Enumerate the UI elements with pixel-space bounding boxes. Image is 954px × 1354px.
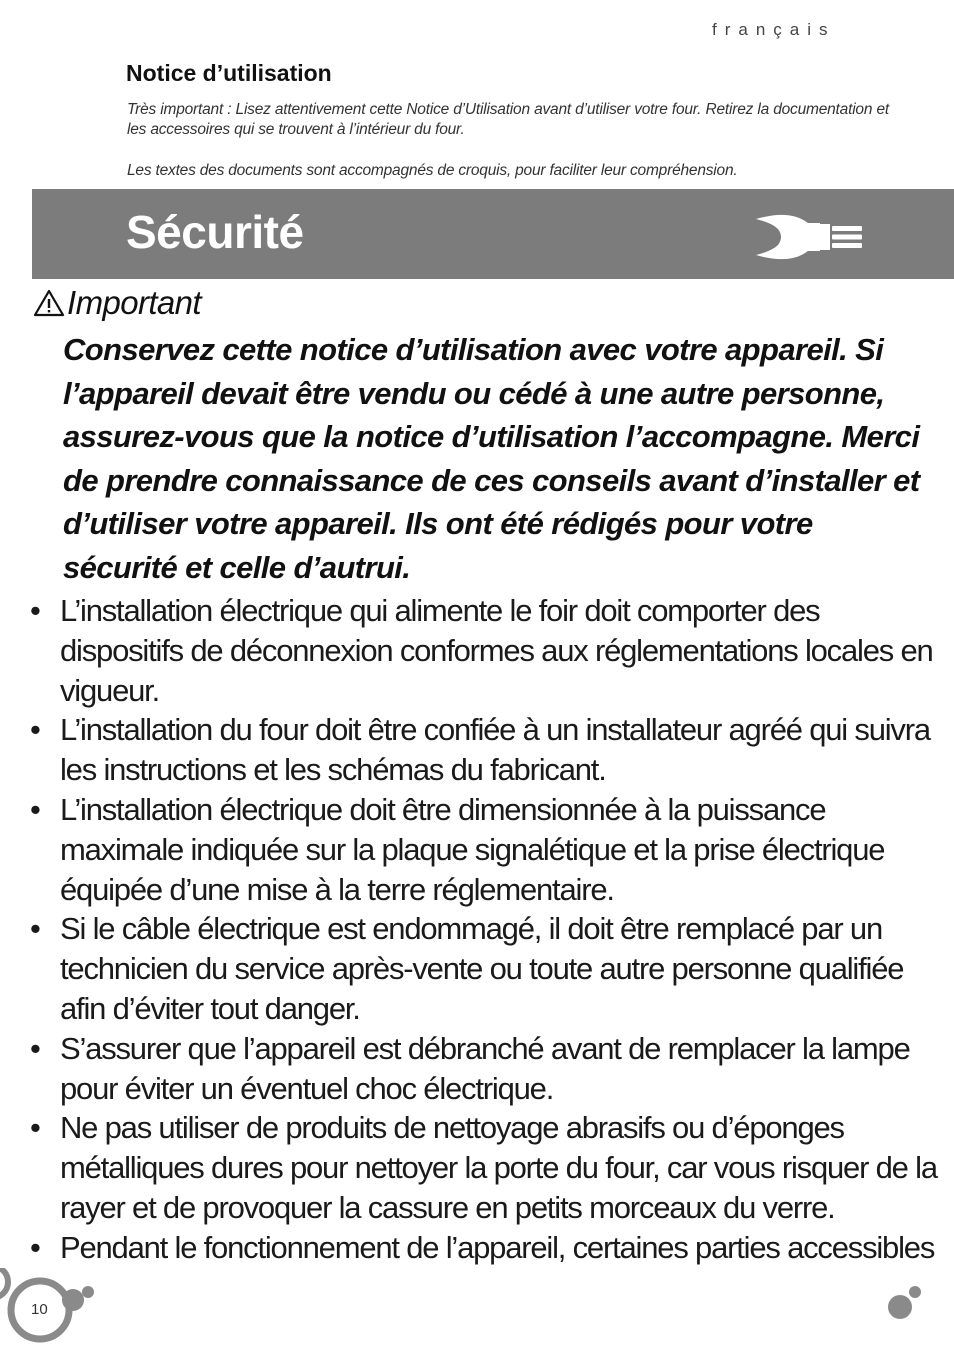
list-item: • Ne pas utiliser de produits de nettoyage abrasifs ou d’éponges métalliques dures pour nettoyer la porte du four, car vous risquer de la rayer et de provoquer la cassure en petits morceaux du verre. bbox=[30, 1110, 937, 1225]
important-label: Important bbox=[67, 284, 201, 321]
bullet-icon: • bbox=[30, 791, 40, 827]
safety-list bbox=[30, 591, 940, 1268]
list-item: • L’installation électrique qui alimente le foir doit comporter des dispositifs de déconnexion conformes aux réglementations locales en vigueur. bbox=[30, 593, 933, 708]
bullet-icon: • bbox=[30, 1229, 40, 1265]
notice-title: Notice d’utilisation bbox=[126, 60, 332, 86]
wrench-icon bbox=[750, 207, 866, 267]
list-item: • S’assurer que l’appareil est débranché avant de remplacer la lampe pour éviter un éventuel choc électrique. bbox=[30, 1030, 910, 1106]
notice-intro-text: Très important : Lisez attentivement cette Notice d’Utilisation avant d’utiliser votre four. Retirez la documentation et les accessoires qui se trouvent à l’intérieur du four. bbox=[127, 101, 889, 138]
list-item: • L’installation du four doit être confiée à un installateur agréé qui suivra les instructions et les schémas du fabricant. bbox=[30, 712, 930, 788]
section-title: Sécurité bbox=[126, 206, 304, 258]
bullet-icon: • bbox=[30, 593, 40, 628]
notice-sketch-text: Les textes des documents sont accompagnés de croquis, pour faciliter leur compréhension. bbox=[127, 162, 738, 179]
bullet-icon: • bbox=[30, 1110, 40, 1146]
important-text: Conservez cette notice d’utilisation avec votre appareil. Si l’appareil devait être vendu ou cédé à une autre personne, assurez-vous que la notice d’utilisation l’accompagne. Merci de prendre connaissance de ces conseils avant d’installer et d’utiliser votre appareil. Ils ont été rédigés pour votre sécurité et celle d’autrui. bbox=[63, 332, 920, 585]
footer-decoration-dots bbox=[880, 1282, 924, 1322]
important-heading bbox=[33, 284, 201, 322]
language-label: français bbox=[712, 20, 836, 39]
bullet-icon: • bbox=[30, 712, 40, 748]
section-banner bbox=[32, 189, 954, 279]
page-number: 10 bbox=[31, 1301, 48, 1318]
warning-triangle-icon bbox=[33, 289, 65, 317]
list-item: • Pendant le fonctionnement de l’appareil, certaines parties accessibles bbox=[30, 1228, 940, 1268]
list-item: • L’installation électrique doit être dimensionnée à la puissance maximale indiquée sur la plaque signalétique et la prise électrique équipée d’une mise à la terre réglementaire. bbox=[30, 791, 885, 907]
page-decoration-circles bbox=[0, 1268, 110, 1354]
bullet-icon: • bbox=[30, 1030, 40, 1066]
list-item: • Si le câble électrique est endommagé, il doit être remplacé par un technicien du service après-vente ou toute autre personne qualifiée afin d’éviter tout danger. bbox=[30, 911, 904, 1026]
bullet-icon: • bbox=[30, 911, 40, 947]
